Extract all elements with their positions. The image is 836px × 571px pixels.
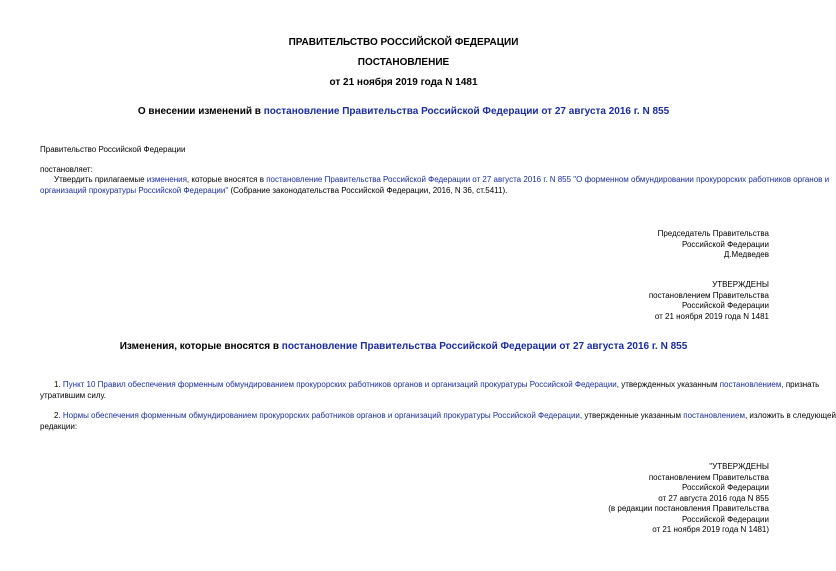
item-2-text-2: , изложить в следующей	[744, 411, 836, 420]
approve-text-2: , которые вносятся в	[186, 175, 267, 184]
approve-text-3: (Собрание законодательства Российской Федерации, 2016, N 36, ст.5411).	[228, 185, 508, 195]
signature-block	[549, 229, 769, 261]
approved-2-line-1: "УТВЕРЖДЕНЫ	[709, 462, 769, 471]
subject-prefix: О внесении изменений в	[137, 106, 264, 117]
doc-type-heading: ПОСТАНОВЛЕНИЕ	[357, 57, 450, 68]
item-2-text-1: , утвержденные указанным	[579, 411, 684, 420]
item-2-text-3: редакции:	[40, 421, 78, 431]
approved-2-line-6: Российской Федерации	[682, 514, 769, 524]
approved-line-4: от 21 ноября 2019 года N 1481	[654, 311, 769, 321]
item-1-decree-link[interactable]: постановлением	[719, 380, 782, 389]
approved-line-1: УТВЕРЖДЕНЫ	[712, 280, 769, 289]
decree-855-link[interactable]: постановление Правительства Российской Федерации от 27 августа 2016 г. N 855 "О форменном обмундировании прокурорских работников органов и	[266, 175, 830, 184]
item-1	[40, 380, 820, 401]
approved-2-line-3: Российской Федерации	[682, 483, 769, 492]
subject-line	[0, 106, 807, 117]
approve-text-1: Утвердить прилагаемые	[54, 175, 147, 184]
item-1-text-1: , утвержденных указанным	[616, 380, 720, 389]
approved-2-line-4: от 27 августа 2016 года N 855	[658, 493, 769, 503]
signature-line-1: Председатель Правительства	[657, 229, 769, 238]
approved-2-block	[549, 462, 769, 536]
signature-line-2: Российской Федерации	[682, 239, 769, 249]
item-1-text-3: утратившим силу.	[40, 390, 106, 400]
item-2-number: 2.	[54, 411, 63, 420]
decrees-text: постановляет:	[40, 165, 93, 174]
approve-paragraph	[40, 175, 830, 196]
doc-date-number: от 21 ноября 2019 года N 1481	[329, 77, 478, 88]
item-2	[40, 411, 836, 432]
government-heading: ПРАВИТЕЛЬСТВО РОССИЙСКОЙ ФЕДЕРАЦИИ	[288, 37, 519, 48]
changes-title-prefix: Изменения, которые вносятся в	[119, 341, 282, 352]
approved-line-2: постановлением Правительства	[648, 290, 769, 300]
item-2-decree-link[interactable]: постановлением	[683, 411, 745, 420]
item-2-norms-link[interactable]: Нормы обеспечения форменным обмундированием прокурорских работников органов и организаций прокуратуры Российской Федерации	[62, 411, 580, 420]
issuer-text: Правительство Российской Федерации	[40, 145, 186, 154]
approved-line-3: Российской Федерации	[682, 301, 769, 310]
approved-2-line-5: (в редакции постановления Правительства	[608, 504, 769, 513]
subject-decree-link[interactable]: постановление Правительства Российской Федерации от 27 августа 2016 г. N 855	[263, 106, 670, 117]
item-1-text-2: , признать	[781, 380, 820, 389]
changes-link[interactable]: изменения	[146, 175, 187, 184]
changes-title-decree-link[interactable]: постановление Правительства Российской Федерации от 27 августа 2016 г. N 855	[281, 341, 688, 352]
item-1-point-10-link[interactable]: Пункт 10 Правил обеспечения форменным обмундированием прокурорских работников органов и организаций прокуратуры Российской Федерации	[62, 380, 617, 389]
item-1-number: 1.	[54, 380, 63, 389]
approved-2-line-7: от 21 ноября 2019 года N 1481)	[652, 525, 769, 534]
changes-title	[0, 341, 807, 352]
approved-2-line-2: постановлением Правительства	[648, 472, 769, 482]
signature-line-3: Д.Медведев	[723, 250, 769, 259]
approved-block	[549, 280, 769, 322]
decree-855-link-cont[interactable]: организаций прокуратуры Российской Федерации"	[40, 185, 229, 195]
